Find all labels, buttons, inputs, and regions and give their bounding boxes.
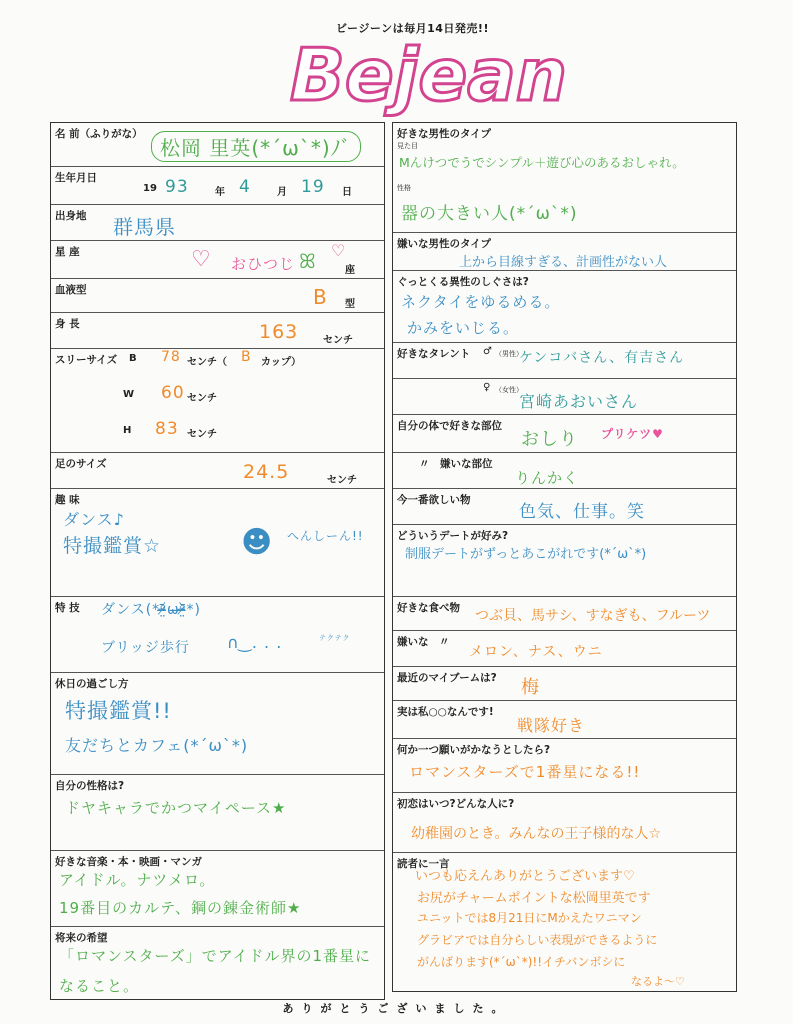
heart-icon-small: ♡ bbox=[331, 241, 347, 260]
cup-value: B bbox=[241, 349, 252, 365]
dream-label: 将来の希望 bbox=[55, 932, 108, 944]
month-unit: 月 bbox=[277, 187, 287, 198]
personality-field bbox=[51, 775, 384, 851]
dream-field bbox=[51, 927, 384, 1001]
gesture-field bbox=[393, 271, 736, 343]
three-sizes-field bbox=[51, 349, 384, 453]
skill-note: テクテク bbox=[319, 634, 351, 642]
first-love-field bbox=[393, 793, 736, 853]
zodiac-label: 星 座 bbox=[55, 246, 80, 258]
profile-left-column bbox=[50, 122, 385, 1000]
year-unit: 年 bbox=[215, 187, 225, 198]
year-prefix: 19 bbox=[143, 183, 157, 194]
date-value: 制服デートがずっとあこがれです(*ˊωˋ*) bbox=[405, 547, 647, 562]
birthdate-field bbox=[51, 167, 384, 205]
talent-male-field bbox=[393, 343, 736, 379]
message-line-2: お尻がチャームポイントな松岡里英です bbox=[417, 891, 651, 906]
wish-label: 何か一つ願いがかなうとしたら? bbox=[397, 744, 551, 756]
hobby-field bbox=[51, 489, 384, 597]
bust-value: 78 bbox=[161, 349, 181, 365]
hero-mask-icon: ☻ bbox=[241, 525, 274, 560]
foot-size-unit: センチ bbox=[327, 475, 357, 486]
height-field bbox=[51, 313, 384, 349]
like-part-label: 自分の体で好きな部位 bbox=[397, 420, 502, 432]
ideal-type-label: 好きな男性のタイプ bbox=[397, 128, 491, 140]
message-line-5: がんばります(*ˊωˋ*)!!イチバンボシに bbox=[417, 955, 626, 969]
message-line-1: いつも応えんありがとうございます♡ bbox=[415, 869, 635, 884]
magazine-header bbox=[0, 0, 793, 118]
skill-line-2: ブリッジ歩行 bbox=[101, 640, 190, 656]
bust-unit: センチ（ bbox=[187, 357, 227, 368]
male-symbol: ♂ bbox=[483, 346, 492, 357]
boom-label: 最近のマイブームは? bbox=[397, 672, 497, 684]
gesture-line-2: かみをいじる。 bbox=[407, 319, 520, 337]
zodiac-value: おひつじ bbox=[231, 255, 296, 273]
blood-type-label: 血液型 bbox=[55, 284, 87, 296]
personality-label: 自分の性格は? bbox=[55, 780, 125, 792]
skill-label: 特 技 bbox=[55, 602, 80, 614]
blood-type-value: B bbox=[313, 285, 328, 309]
message-line-4: グラビアでは自分らしい表現ができるように bbox=[417, 933, 658, 947]
foot-size-value: 24.5 bbox=[243, 461, 290, 483]
height-unit: センチ bbox=[323, 335, 353, 346]
foot-size-label: 足のサイズ bbox=[55, 458, 107, 470]
dislike-food-value: メロン、ナス、ウニ bbox=[469, 644, 603, 660]
hobby-line-2: 特撮鑑賞☆ bbox=[63, 535, 162, 557]
dislike-part-label: 〃 嫌いな部位 bbox=[419, 458, 493, 470]
birth-year: 93 bbox=[165, 177, 189, 197]
talent-female-value: 宮崎あおいさん bbox=[519, 392, 639, 411]
name-value: 松岡 里英(*ˊωˋ*)ﾉﾞ bbox=[151, 131, 361, 162]
skill-field bbox=[51, 597, 384, 673]
logo-text: Bejean bbox=[290, 33, 568, 117]
like-part-field bbox=[393, 415, 736, 453]
birthdate-label: 生年月日 bbox=[55, 172, 97, 184]
talent-label: 好きなタレント bbox=[397, 348, 471, 360]
dislike-type-field bbox=[393, 233, 736, 271]
heart-icon: ♡ bbox=[191, 247, 212, 272]
food-value: つぶ貝、馬サシ、すなぎも、フルーツ bbox=[475, 608, 711, 624]
like-part-note: プリケツ♥ bbox=[601, 427, 664, 441]
birthplace-label: 出身地 bbox=[55, 210, 87, 222]
female-symbol: ♀ bbox=[483, 382, 491, 393]
zodiac-field bbox=[51, 241, 384, 279]
foot-size-field bbox=[51, 453, 384, 489]
favorites-label: 好きな音楽・本・映画・マンガ bbox=[55, 856, 202, 868]
food-label: 好きな食べ物 bbox=[397, 602, 460, 614]
dream-line-2: なること。 bbox=[59, 977, 140, 995]
height-label: 身 長 bbox=[55, 318, 80, 330]
bejean-logo bbox=[282, 30, 568, 117]
blood-type-field bbox=[51, 279, 384, 313]
hip-value: 83 bbox=[155, 419, 179, 439]
ideal-type-personality-label: 性格 bbox=[397, 184, 411, 192]
message-line-6: なるよ〜♡ bbox=[631, 975, 685, 988]
hobby-label: 趣 味 bbox=[55, 494, 80, 506]
blood-type-unit: 型 bbox=[345, 299, 355, 310]
hobby-line-1: ダンス♪ bbox=[63, 510, 125, 529]
message-label: 読者に一言 bbox=[397, 858, 450, 870]
favorites-line-2: 19番目のカルテ、鋼の錬金術師★ bbox=[59, 899, 302, 917]
zodiac-unit: 座 bbox=[345, 265, 355, 276]
gesture-line-1: ネクタイをゆるめる。 bbox=[401, 293, 561, 311]
ideal-type-looks-label: 見た目 bbox=[397, 142, 418, 150]
female-note: （女性） bbox=[495, 386, 523, 394]
wish-value: ロマンスターズで1番星になる!! bbox=[409, 763, 641, 781]
favorites-field bbox=[51, 851, 384, 927]
hip-unit: センチ bbox=[187, 429, 217, 440]
boom-field bbox=[393, 667, 736, 701]
dream-line-1: 「ロマンスターズ」でアイドル界の1番星に bbox=[59, 947, 371, 965]
waist-unit: センチ bbox=[187, 393, 217, 404]
ideal-type-personality-value: 器の大きい人(*ˊωˋ*) bbox=[401, 204, 578, 224]
dislike-food-label: 嫌いな 〃 bbox=[397, 636, 450, 648]
dislike-type-label: 嫌いな男性のタイプ bbox=[397, 238, 491, 250]
waist-label: W bbox=[123, 389, 135, 400]
cup-unit: カップ） bbox=[261, 357, 301, 368]
holiday-line-2: 友だちとカフェ(*ˊωˋ*) bbox=[65, 736, 249, 755]
message-field bbox=[393, 853, 736, 993]
food-field bbox=[393, 597, 736, 631]
release-tagline: ビージーンは毎月14日発売!! bbox=[336, 22, 489, 35]
walk-icon: ∩ ͜ . . . bbox=[227, 633, 283, 652]
first-love-label: 初恋はいつ?どんな人に? bbox=[397, 798, 515, 810]
profile-right-column bbox=[392, 122, 737, 992]
want-label: 今一番欲しい物 bbox=[397, 494, 471, 506]
favorites-line-1: アイドル。ナツメロ。 bbox=[59, 871, 216, 889]
date-field bbox=[393, 525, 736, 597]
day-unit: 日 bbox=[342, 187, 352, 198]
male-note: （男性） bbox=[495, 350, 523, 358]
first-love-value: 幼稚園のとき。みんなの王子様的な人☆ bbox=[411, 826, 661, 842]
bust-label: B bbox=[129, 353, 137, 364]
height-value: 163 bbox=[259, 321, 299, 343]
waist-value: 60 bbox=[161, 383, 185, 403]
talent-female-field bbox=[393, 379, 736, 415]
ideal-type-looks-value: Mんけつでうでシンプル＋遊び心のあるおしゃれ。 bbox=[399, 155, 685, 170]
talent-male-value: ケンコバさん、有吉さん bbox=[519, 350, 685, 366]
wish-field bbox=[393, 739, 736, 793]
dislike-type-value: 上から目線すぎる、計画性がない人 bbox=[459, 255, 668, 270]
three-sizes-label: スリーサイズ bbox=[55, 354, 118, 366]
birthplace-value: 群馬県 bbox=[113, 215, 176, 239]
holiday-line-1: 特撮鑑賞!! bbox=[65, 699, 172, 723]
birth-month: 4 bbox=[239, 177, 251, 197]
like-part-value: おしり bbox=[521, 429, 578, 450]
gesture-label: ぐっとくる異性のしぐさは? bbox=[397, 276, 529, 288]
holiday-label: 休日の過ごし方 bbox=[55, 678, 129, 690]
hobby-note: へんしーん!! bbox=[287, 529, 364, 543]
message-line-3: ユニットでは8月21日にMかえたワニマン bbox=[417, 911, 642, 925]
skill-line-1: ダンス(*ᵒ̴̶̷̤᷄ω̶ᵒ̴̶̷̤᷅*) bbox=[101, 602, 201, 618]
secret-value: 戦隊好き bbox=[517, 716, 586, 735]
holiday-field bbox=[51, 673, 384, 775]
want-value: 色気、仕事。笑 bbox=[519, 502, 645, 522]
boom-value: 梅 bbox=[521, 677, 540, 698]
thank-you-footer: ありがとうございました。 bbox=[282, 1002, 511, 1015]
birth-day: 19 bbox=[301, 177, 325, 197]
sheep-icon: ꕤ bbox=[299, 249, 317, 273]
secret-field bbox=[393, 701, 736, 739]
hip-label: H bbox=[123, 425, 132, 436]
secret-label: 実は私○○なんです! bbox=[397, 706, 494, 718]
dislike-part-field bbox=[393, 453, 736, 489]
birthplace-field bbox=[51, 205, 384, 241]
dislike-food-field bbox=[393, 631, 736, 667]
date-label: どういうデートが好み? bbox=[397, 530, 509, 542]
ideal-type-field bbox=[393, 123, 736, 233]
want-field bbox=[393, 489, 736, 525]
dislike-part-value: りんかく bbox=[515, 469, 580, 487]
personality-value: ドヤキャラでかつマイペース★ bbox=[65, 799, 287, 817]
name-field bbox=[51, 123, 384, 167]
name-label: 名 前（ふりがな） bbox=[55, 128, 143, 140]
